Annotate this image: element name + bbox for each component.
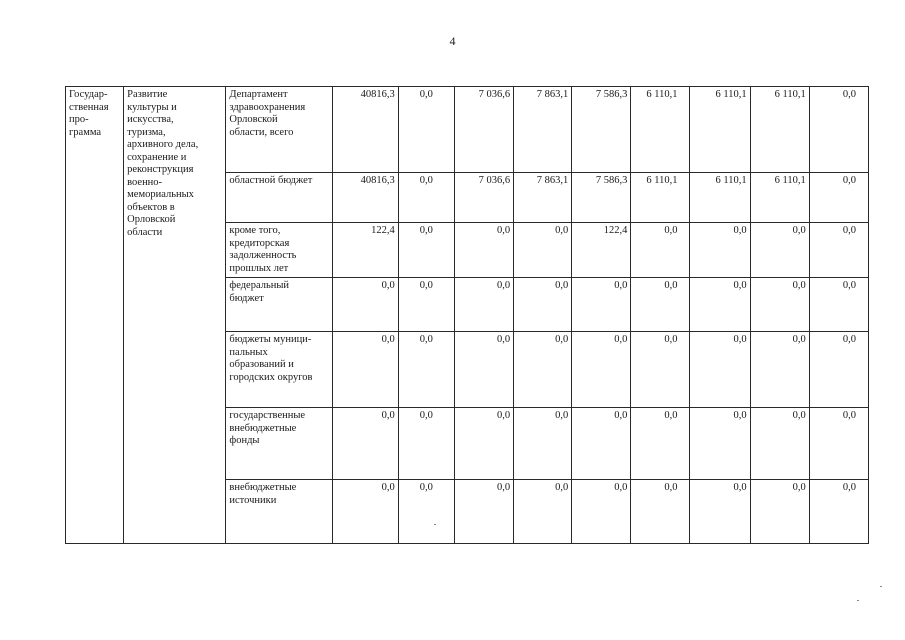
amount-cell: 0,0 [398,332,454,408]
amount-cell: 0,0 [631,332,690,408]
amount-cell: 0,0 [690,332,750,408]
amount-cell: 0,0 [572,408,631,480]
amount-cell: 0,0 [454,408,513,480]
amount-cell: 0,0 [454,223,513,278]
amount-cell: 0,0 [454,278,513,332]
amount-cell: 0,0 [690,408,750,480]
amount-cell: 0,0 [332,408,398,480]
amount-cell: 0,0 [809,480,868,544]
amount-cell: 0,0 [454,480,513,544]
amount-cell: 0,0 [572,480,631,544]
funding-source-label: областной бюджет [226,173,332,223]
amount-cell: 7 586,3 [572,87,631,173]
amount-cell: 6 110,1 [631,173,690,223]
amount-cell: 0,0 [398,223,454,278]
amount-cell: 7 863,1 [514,87,572,173]
program-name-cell: Развитие культуры и искусства, туризма, архивного дела, сохранение и реконструкция военно- мемориальных объектов в Орловской области [124,87,226,544]
amount-cell: 0,0 [809,173,868,223]
amount-cell: 0,0 [398,87,454,173]
amount-cell: 7 863,1 [514,173,572,223]
amount-cell: 0,0 [398,480,454,544]
amount-cell: 0,0 [809,278,868,332]
amount-cell: 7 036,6 [454,87,513,173]
amount-cell: 7 036,6 [454,173,513,223]
amount-cell: 0,0 [750,223,809,278]
amount-cell: 7 586,3 [572,173,631,223]
amount-cell: 6 110,1 [690,87,750,173]
amount-cell: 6 110,1 [631,87,690,173]
amount-cell: 0,0 [332,278,398,332]
amount-cell: 0,0 [454,332,513,408]
amount-cell: 0,0 [750,408,809,480]
amount-cell: 0,0 [690,480,750,544]
funding-source-label: бюджеты муници- пальных образований и городских округов [226,332,332,408]
amount-cell: 0,0 [572,332,631,408]
amount-cell: 0,0 [750,278,809,332]
amount-cell: 0,0 [514,408,572,480]
amount-cell: 6 110,1 [750,173,809,223]
scan-speck [434,524,436,525]
program-type-cell: Государ- ственная про- грамма [66,87,124,544]
amount-cell: 0,0 [332,480,398,544]
amount-cell: 0,0 [398,278,454,332]
amount-cell: 0,0 [750,480,809,544]
amount-cell: 0,0 [572,278,631,332]
amount-cell: 0,0 [514,332,572,408]
amount-cell: 0,0 [809,332,868,408]
scan-speck [880,586,882,587]
amount-cell: 0,0 [690,223,750,278]
funding-source-label: внебюджетные источники [226,480,332,544]
amount-cell: 0,0 [514,223,572,278]
amount-cell: 0,0 [809,87,868,173]
amount-cell: 0,0 [631,480,690,544]
amount-cell: 6 110,1 [750,87,809,173]
amount-cell: 122,4 [572,223,631,278]
scan-speck [857,600,859,601]
amount-cell: 0,0 [514,278,572,332]
amount-cell: 0,0 [690,278,750,332]
table-row [66,87,869,173]
funding-source-label: кроме того, кредиторская задолженность прошлых лет [226,223,332,278]
funding-source-label: федеральный бюджет [226,278,332,332]
amount-cell: 0,0 [631,278,690,332]
funding-source-label: Департамент здравоохранения Орловской области, всего [226,87,332,173]
amount-cell: 0,0 [514,480,572,544]
amount-cell: 40816,3 [332,87,398,173]
page-number: 4 [449,34,456,48]
amount-cell: 0,0 [398,408,454,480]
budget-table [65,86,869,544]
amount-cell: 122,4 [332,223,398,278]
amount-cell: 0,0 [332,332,398,408]
amount-cell: 0,0 [750,332,809,408]
amount-cell: 0,0 [809,408,868,480]
amount-cell: 40816,3 [332,173,398,223]
amount-cell: 0,0 [631,408,690,480]
funding-source-label: государственные внебюджетные фонды [226,408,332,480]
amount-cell: 0,0 [398,173,454,223]
amount-cell: 6 110,1 [690,173,750,223]
amount-cell: 0,0 [809,223,868,278]
amount-cell: 0,0 [631,223,690,278]
